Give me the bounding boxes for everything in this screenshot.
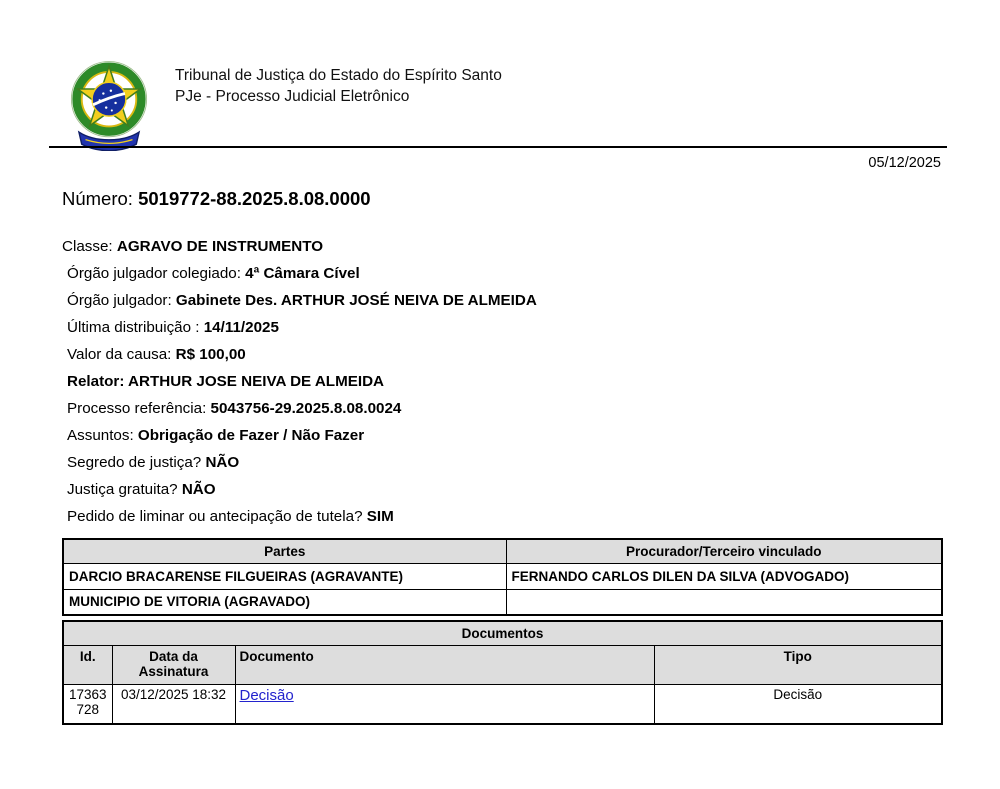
detail-value: 4ª Câmara Cível bbox=[245, 265, 360, 282]
detail-label: Órgão julgador: bbox=[67, 292, 176, 309]
partes-row bbox=[63, 589, 942, 615]
detail-label: Última distribuição : bbox=[67, 319, 204, 336]
documents-title-row bbox=[63, 621, 942, 645]
print-date: 05/12/2025 bbox=[868, 155, 941, 171]
documents-header-row bbox=[63, 645, 942, 684]
detail-pedido-de-liminar bbox=[62, 503, 537, 530]
documents-header-data-assinatura: Data da Assinatura bbox=[112, 645, 235, 684]
document-row bbox=[63, 684, 942, 724]
court-name: Tribunal de Justiça do Estado do Espírito Santo bbox=[175, 67, 502, 84]
coat-of-arms-logo bbox=[62, 53, 156, 151]
detail-valor-da-causa bbox=[62, 341, 537, 368]
detail-value: ARTHUR JOSE NEIVA DE ALMEIDA bbox=[128, 373, 385, 390]
detail-value: AGRAVO DE INSTRUMENTO bbox=[116, 238, 324, 255]
detail-value: 5043756-29.2025.8.08.0024 bbox=[210, 400, 402, 417]
detail-label: Classe: bbox=[62, 238, 117, 255]
detail-value: NÃO bbox=[205, 454, 240, 471]
document-link[interactable]: Decisão bbox=[239, 686, 294, 704]
documents-header-documento: Documento bbox=[235, 645, 654, 684]
detail-relator bbox=[62, 368, 537, 395]
documents-header-tipo: Tipo bbox=[654, 645, 942, 684]
detail-value: R$ 100,00 bbox=[175, 346, 246, 363]
detail-assuntos bbox=[62, 422, 537, 449]
detail-label: Processo referência: bbox=[67, 400, 211, 417]
case-number-label: Número: bbox=[62, 188, 133, 209]
procurador-cell bbox=[506, 589, 942, 615]
document-name-cell bbox=[235, 684, 654, 724]
detail-label: Relator: bbox=[67, 373, 129, 390]
case-number-value: 5019772-88.2025.8.08.0000 bbox=[138, 188, 371, 209]
parte-cell: DARCIO BRACARENSE FILGUEIRAS (AGRAVANTE) bbox=[63, 563, 506, 589]
detail-label: Segredo de justiça? bbox=[67, 454, 206, 471]
detail-justica-gratuita bbox=[62, 476, 537, 503]
detail-value: NÃO bbox=[181, 481, 216, 498]
system-name: PJe - Processo Judicial Eletrônico bbox=[175, 88, 410, 105]
detail-orgao-julgador bbox=[62, 287, 537, 314]
document-type-cell: Decisão bbox=[654, 684, 942, 724]
detail-ultima-distribuicao bbox=[62, 314, 537, 341]
documents-table bbox=[62, 620, 943, 725]
partes-table bbox=[62, 538, 943, 616]
detail-value: Gabinete Des. ARTHUR JOSÉ NEIVA DE ALMEIDA bbox=[175, 292, 537, 309]
header-divider bbox=[49, 146, 947, 148]
documents-header-id: Id. bbox=[63, 645, 112, 684]
documents-table-title: Documentos bbox=[63, 621, 942, 645]
detail-label: Justiça gratuita? bbox=[67, 481, 182, 498]
document-header bbox=[175, 65, 502, 107]
detail-value: 14/11/2025 bbox=[203, 319, 279, 336]
partes-table-body bbox=[63, 563, 942, 615]
partes-header-partes: Partes bbox=[63, 539, 506, 563]
partes-row bbox=[63, 563, 942, 589]
detail-orgao-julgador-colegiado bbox=[62, 260, 537, 287]
detail-classe bbox=[62, 233, 537, 260]
case-number bbox=[62, 188, 371, 210]
document-id-cell: 17363728 bbox=[63, 684, 112, 724]
detail-label: Órgão julgador colegiado: bbox=[67, 265, 246, 282]
detail-label: Assuntos: bbox=[67, 427, 138, 444]
parte-cell: MUNICIPIO DE VITORIA (AGRAVADO) bbox=[63, 589, 506, 615]
brazil-coat-of-arms-icon bbox=[62, 53, 156, 151]
detail-processo-referencia bbox=[62, 395, 537, 422]
detail-label: Pedido de liminar ou antecipação de tutela? bbox=[67, 508, 367, 525]
detail-value: Obrigação de Fazer / Não Fazer bbox=[137, 427, 365, 444]
document-date-cell: 03/12/2025 18:32 bbox=[112, 684, 235, 724]
detail-label: Valor da causa: bbox=[67, 346, 176, 363]
partes-header-row bbox=[63, 539, 942, 563]
documents-table-body bbox=[63, 684, 942, 724]
detail-value: SIM bbox=[366, 508, 394, 525]
case-details bbox=[62, 233, 537, 530]
procurador-cell: FERNANDO CARLOS DILEN DA SILVA (ADVOGADO) bbox=[506, 563, 942, 589]
partes-header-procurador: Procurador/Terceiro vinculado bbox=[506, 539, 942, 563]
detail-segredo-de-justica bbox=[62, 449, 537, 476]
